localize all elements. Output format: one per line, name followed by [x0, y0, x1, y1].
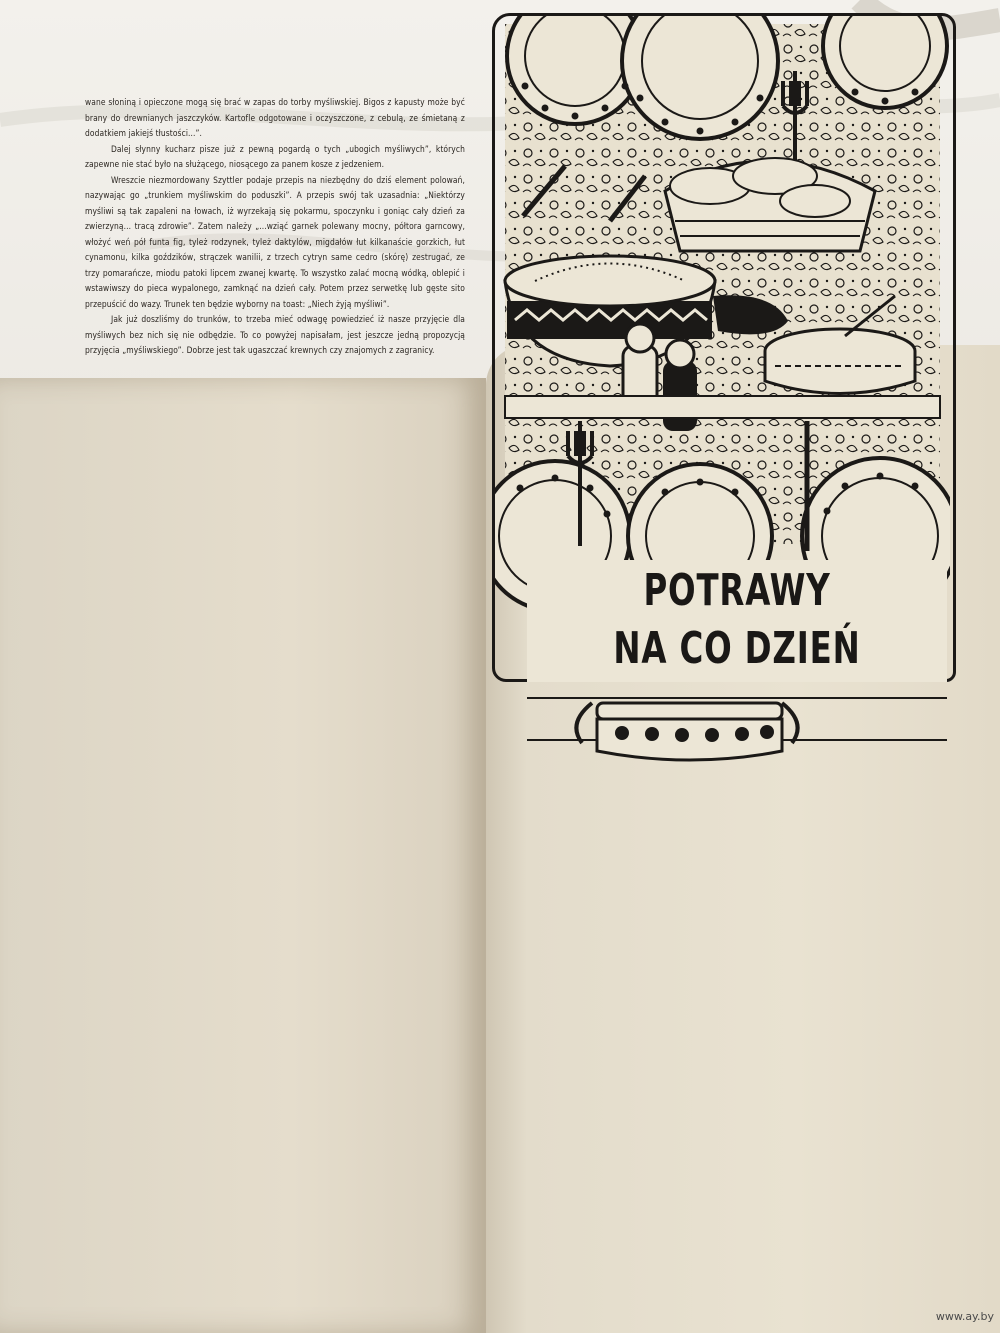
paragraph: Jak już doszliśmy do trunków, to trzeba mieć odwagę powiedzieć iż nasze przyjęcie dla myśliwych bez nich się nie odbędzie. To co powyżej napisałam, jest jeszcze jedną propozycją przyjęcia „myśliwskiego”. Dobrze jest tak ugaszczać krewnych czy znajomych z zagranicy. [85, 314, 465, 355]
paragraph: wane słoniną i opieczone mogą się brać w zapas do torby myśliwskiej. Bigos z kapusty może być brany do drewnianych jaszczyków. Kartofle odgotowane i oczyszczone, z cebulą, ze śmietaną z dodatkiem jakiejś tłustości...”. [85, 97, 465, 138]
paragraph: Wreszcie niezmordowany Szyttler podaje przepis na niezbędny do dziś element polowań, nazywając go „trunkiem myśliwskim do poduszki”. A przepis swój tak uzasadnia: „Niektórzy myśliwi są tak zapaleni na łowach, iż wyrzekają się pokarmu, spoczynku i goniąc cały dzień za zwierzyną... tracą zdrowie”. Zatem należy „...wziąć garnek polewany mocny, półtora garncowy, włożyć weń pół funta fig, tyleż rodzynek, tyleż daktylów, migdałów łut kilkanaście gorzkich, łut cynamonu, kilka goździków, strączek wanilii, z trzech cytryn same cedro (skórę) zestrugać, ze trzy pomarańcze, miodu patoki lipcem zwanej kwartę. To wszystko zalać mocną wódką, oblepić i wstawiwszy do pieca wypalonego, zamknąć na dzień cały. Potem przez serwetkę lub gęste sito przepuścić do wazy. Trunek ten będzie wyborny na toast: „Niech żyją myśliwi”. [85, 174, 465, 309]
chapter-title-line-2: NA CO DZIEŃ [613, 623, 861, 674]
left-page-text [85, 95, 465, 359]
paragraph: Dalej słynny kucharz pisze już z pewną pogardą o tych „ubogich myśliwych”, których zapewne nie stać było na służącego, niosącego za panem kosze z jedzeniem. [85, 143, 465, 169]
chapter-title [565, 562, 909, 678]
chapter-title-line-1: POTRAWY [643, 565, 831, 616]
left-page [0, 378, 486, 1333]
watermark: www.ay.by [935, 1310, 994, 1323]
decorated-bowl-icon [576, 703, 797, 760]
bottom-illustration [527, 688, 947, 1008]
